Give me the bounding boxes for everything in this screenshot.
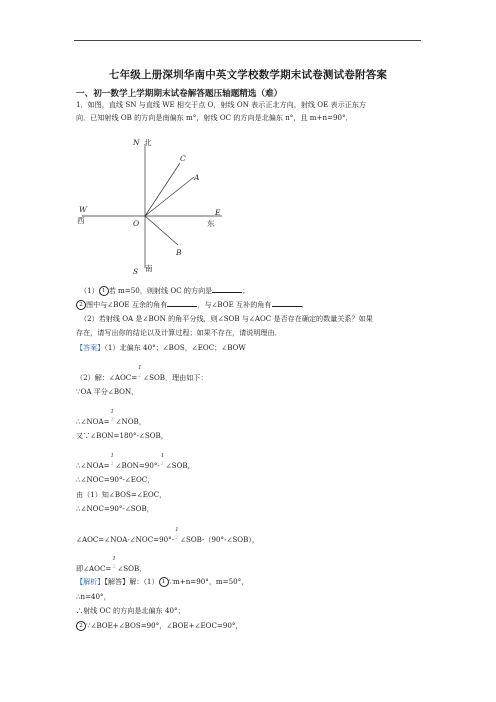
answer-blank <box>167 299 197 307</box>
label-b: B <box>176 248 182 257</box>
ray-ob <box>145 216 178 245</box>
answer-blank <box>212 285 242 293</box>
problem-text: 1．如图，直线 SN 与直线 WE 相交于点 O，射线 ON 表示正北方向，射线 OE 表示正东方 <box>76 100 366 109</box>
label-south: 南 <box>145 264 153 273</box>
answer-line: 【答案】（1）北偏东 40°；∠BOS，∠EOC；∠BOW <box>76 343 246 352</box>
circled-number: 1 <box>159 577 169 587</box>
analysis-line: 2 ∵∠BOE+∠BOS=90°，∠BOE+∠EOC=90°， <box>76 621 243 631</box>
fraction: 1 2 <box>112 556 116 570</box>
page-title: 七年级上册深圳华南中英文学校数学期末试卷测试卷附答案 <box>108 69 388 81</box>
answer-line: ∴∠NOA= 1 2 ∠NOB， <box>76 409 146 426</box>
question-1: （1） 1 若 m=50，则射线 OC 的方向是 ； <box>80 286 250 295</box>
label-north: 北 <box>144 138 152 147</box>
answer-line: ∴∠NOC=90°-∠EOC， <box>76 475 155 484</box>
circled-number: 2 <box>76 300 86 310</box>
analysis-line: ∴射线 OC 的方向是北偏东 40°； <box>76 606 185 615</box>
answer-blank <box>272 299 302 307</box>
answer-line: 即∠AOC= 1 2 ∠SOB． <box>76 556 147 573</box>
fraction: 1 2 <box>138 365 142 379</box>
header-rule <box>74 40 421 41</box>
answer-line: ∴∠NOC=90°-∠SOB， <box>76 504 154 513</box>
question-2: 存在，请写出你的结论以及计算过程；如果不存在，请说明理由． <box>76 328 282 337</box>
fraction: 1 2 <box>110 453 115 467</box>
label-o: O <box>133 219 140 228</box>
problem-text: 向．已知射线 OB 的方向是南偏东 m°，射线 OC 的方向是北偏东 n°，且 m+n=90°． <box>76 113 353 122</box>
analysis-line: ∴n=40°， <box>76 592 111 601</box>
label-n: N <box>133 138 140 147</box>
label-w: W <box>79 205 87 214</box>
answer-line: ∠AOC=∠NOA-∠NOC=90°- 1 2 ∠SOB-（90°-∠SOB）， <box>76 527 259 544</box>
label-a: A <box>194 173 200 182</box>
label-c: C <box>180 154 186 163</box>
circled-number: 1 <box>99 286 109 296</box>
answer-line: 又∵∠BON=180°-∠SOB， <box>76 431 168 440</box>
answer-line: 由（1）知∠BOS=∠EOC， <box>76 490 167 499</box>
analysis-line: 【解析】【解答】解：（1） 1 ∵m+n=90°，m=50°， <box>76 577 249 586</box>
ray-oa <box>145 177 194 216</box>
label-e: E <box>215 208 221 217</box>
label-east: 东 <box>207 219 215 228</box>
fraction: 1 2 <box>160 453 165 467</box>
fraction: 1 2 <box>110 409 115 423</box>
answer-line: （2）解：∠AOC= 1 2 ∠SOB．理由如下： <box>76 365 208 382</box>
ray-oc <box>145 163 180 216</box>
question-1-part2: 2 图中与∠BOE 互余的角有 ，与∠BOE 互补的角有 ． <box>76 299 309 310</box>
label-s: S <box>133 267 139 276</box>
fraction: 1 2 <box>175 527 179 541</box>
compass-figure <box>74 133 234 278</box>
answer-line: ∴∠NOA= 1 2 ∠BON=90°- 1 2 ∠SOB， <box>76 453 195 470</box>
answer-tag: 【答案】 <box>76 343 105 352</box>
circled-number: 2 <box>76 621 86 631</box>
section-heading: 一、初一数学上学期期末试卷解答题压轴题精选（难） <box>76 89 283 99</box>
label-west: 西 <box>77 216 85 225</box>
answer-line: ∵OA 平分∠BON， <box>76 387 139 396</box>
question-2: （2）若射线 OA 是∠BON 的角平分线，则∠SOB 与∠AOC 是否存在确定的数量关系？如果 <box>80 314 373 323</box>
analysis-tag: 【解析】 <box>76 577 105 586</box>
